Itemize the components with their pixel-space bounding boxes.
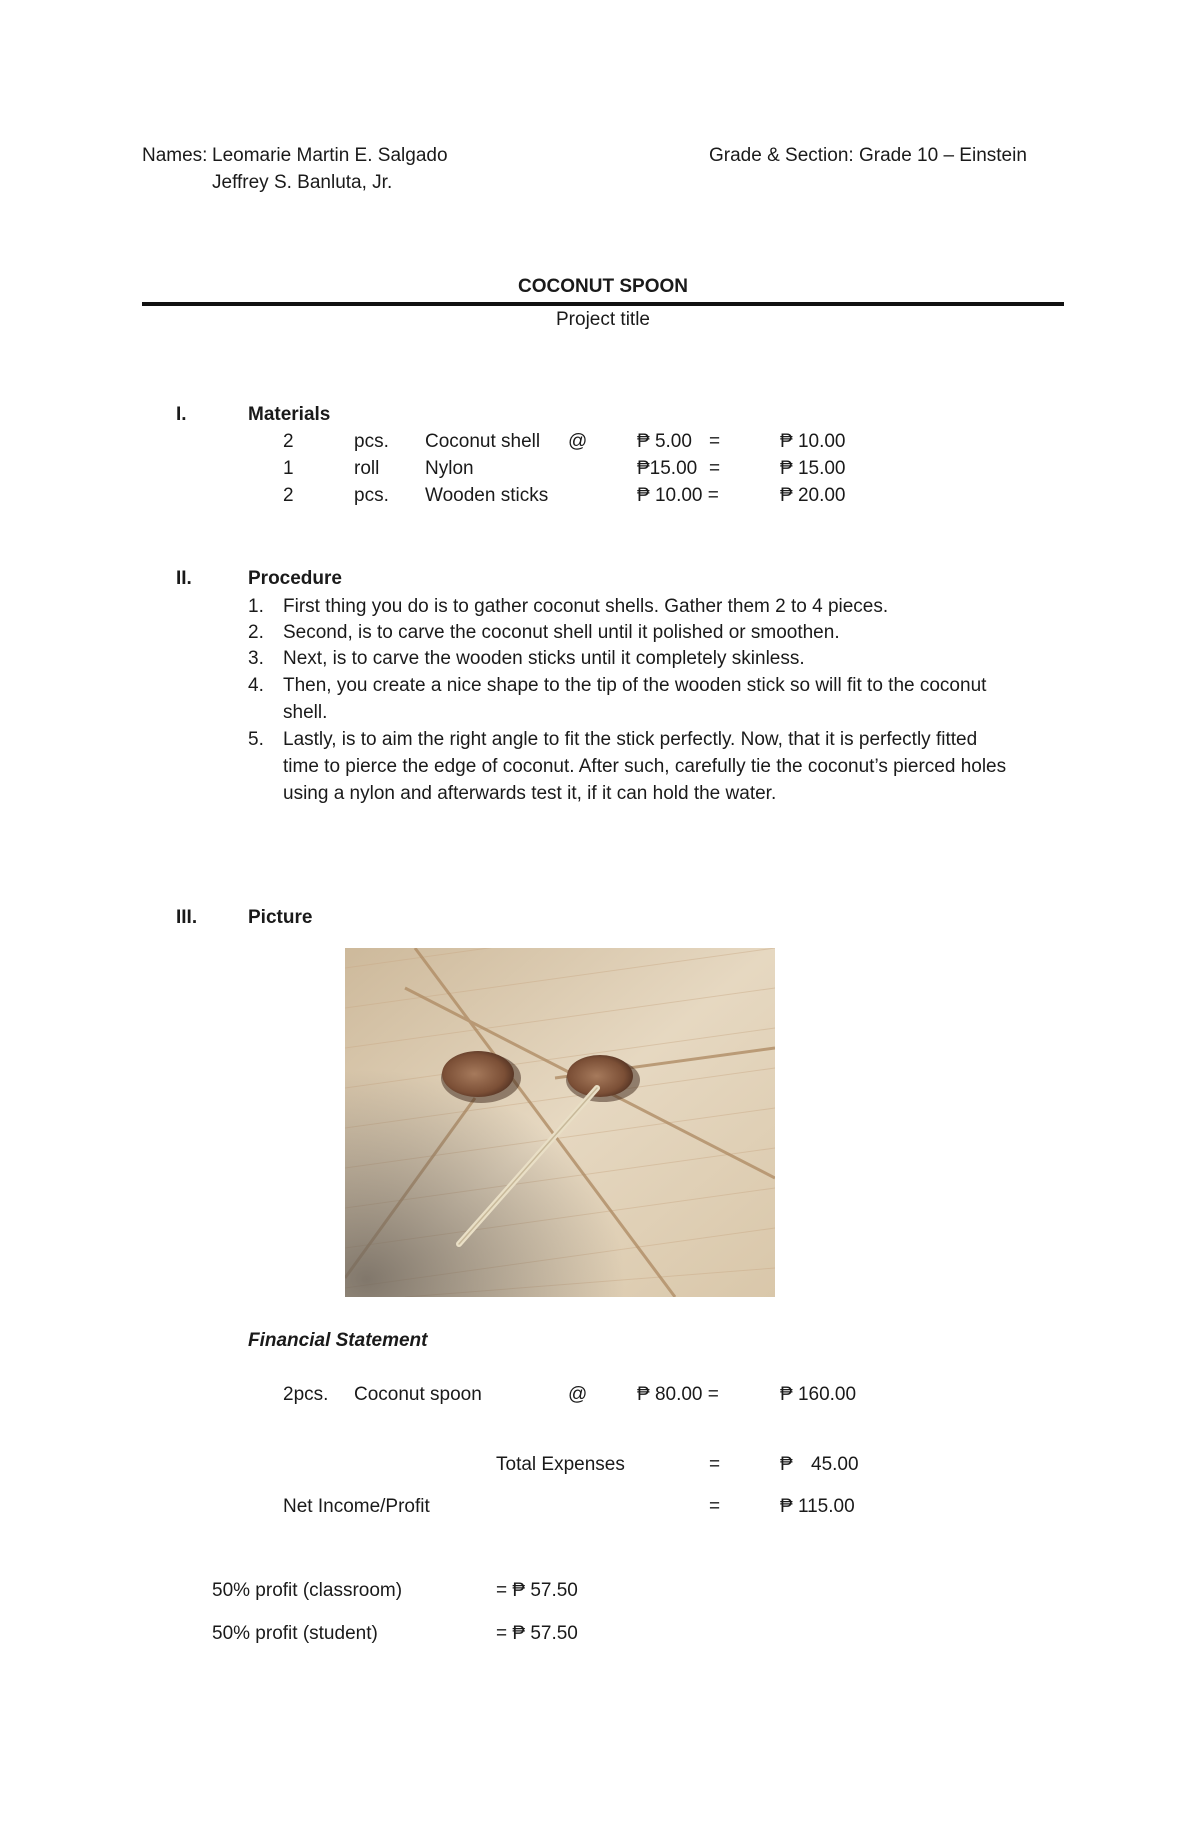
section-number-picture: III.	[176, 907, 198, 928]
coconut-spoon-photo	[345, 948, 775, 1297]
material-unit: pcs.	[354, 485, 389, 506]
section-heading-picture: Picture	[248, 907, 313, 928]
procedure-step-text: shell.	[283, 702, 328, 723]
net-income-value: ₱ 115.00	[780, 1496, 855, 1517]
procedure-step-text: First thing you do is to gather coconut shells. Gather them 2 to 4 pieces.	[283, 596, 889, 617]
profit-classroom-label: 50% profit (classroom)	[212, 1580, 403, 1601]
material-qty: 2	[283, 485, 294, 506]
procedure-step-text: time to pierce the edge of coconut. After such, carefully tie the coconut’s pierced holes	[283, 756, 1007, 777]
procedure-step-number: 2.	[248, 622, 264, 643]
sale-at: @	[568, 1384, 588, 1405]
project-title: COCONUT SPOON	[518, 276, 688, 297]
profit-student-label: 50% profit (student)	[212, 1623, 378, 1644]
material-price: ₱ 10.00 =	[637, 485, 719, 506]
procedure-step-text: Then, you create a nice shape to the tip of the wooden stick so will fit to the coconut	[283, 675, 987, 696]
title-underline	[142, 302, 1064, 306]
sale-item: Coconut spoon	[354, 1384, 482, 1405]
financial-statement-heading: Financial Statement	[248, 1330, 428, 1351]
total-expenses-currency: ₱	[780, 1454, 793, 1475]
procedure-step-text: Next, is to carve the wooden sticks until it completely skinless.	[283, 648, 805, 669]
total-expenses-equals: =	[709, 1454, 721, 1475]
total-expenses-label: Total Expenses	[496, 1454, 625, 1475]
material-item: Coconut shell	[425, 431, 541, 452]
material-total: ₱ 15.00	[780, 458, 846, 479]
material-equals: =	[709, 431, 721, 452]
procedure-step-number: 4.	[248, 675, 264, 696]
material-unit: pcs.	[354, 431, 389, 452]
sale-price: ₱ 80.00 =	[637, 1384, 719, 1405]
procedure-step-text: Second, is to carve the coconut shell until it polished or smoothen.	[283, 622, 840, 643]
material-at: @	[568, 431, 588, 452]
grade-section: Grade & Section: Grade 10 – Einstein	[709, 145, 1027, 166]
sale-qty: 2pcs.	[283, 1384, 329, 1405]
procedure-step-number: 5.	[248, 729, 264, 750]
section-number-materials: I.	[176, 404, 187, 425]
section-heading-procedure: Procedure	[248, 568, 342, 589]
material-item: Nylon	[425, 458, 474, 479]
project-title-caption: Project title	[556, 309, 650, 330]
sale-total: ₱ 160.00	[780, 1384, 857, 1405]
profit-student-value: = ₱ 57.50	[496, 1623, 578, 1644]
profit-classroom-value: = ₱ 57.50	[496, 1580, 578, 1601]
net-income-label: Net Income/Profit	[283, 1496, 430, 1517]
student-name-2: Jeffrey S. Banluta, Jr.	[212, 172, 393, 193]
procedure-step-number: 1.	[248, 596, 264, 617]
material-price: ₱ 5.00	[637, 431, 692, 452]
material-unit: roll	[354, 458, 380, 479]
material-item: Wooden sticks	[425, 485, 549, 506]
procedure-step-number: 3.	[248, 648, 264, 669]
student-name-1: Leomarie Martin E. Salgado	[212, 145, 448, 166]
total-expenses-value: 45.00	[811, 1454, 859, 1475]
material-total: ₱ 10.00	[780, 431, 846, 452]
section-number-procedure: II.	[176, 568, 192, 589]
net-income-equals: =	[709, 1496, 721, 1517]
material-qty: 1	[283, 458, 294, 479]
procedure-step-text: using a nylon and afterwards test it, if it can hold the water.	[283, 783, 777, 804]
material-price: ₱15.00	[637, 458, 698, 479]
section-heading-materials: Materials	[248, 404, 331, 425]
material-equals: =	[709, 458, 721, 479]
names-label: Names:	[142, 145, 208, 166]
material-qty: 2	[283, 431, 294, 452]
material-total: ₱ 20.00	[780, 485, 846, 506]
procedure-step-text: Lastly, is to aim the right angle to fit the stick perfectly. Now, that it is perfectly fitted	[283, 729, 978, 750]
